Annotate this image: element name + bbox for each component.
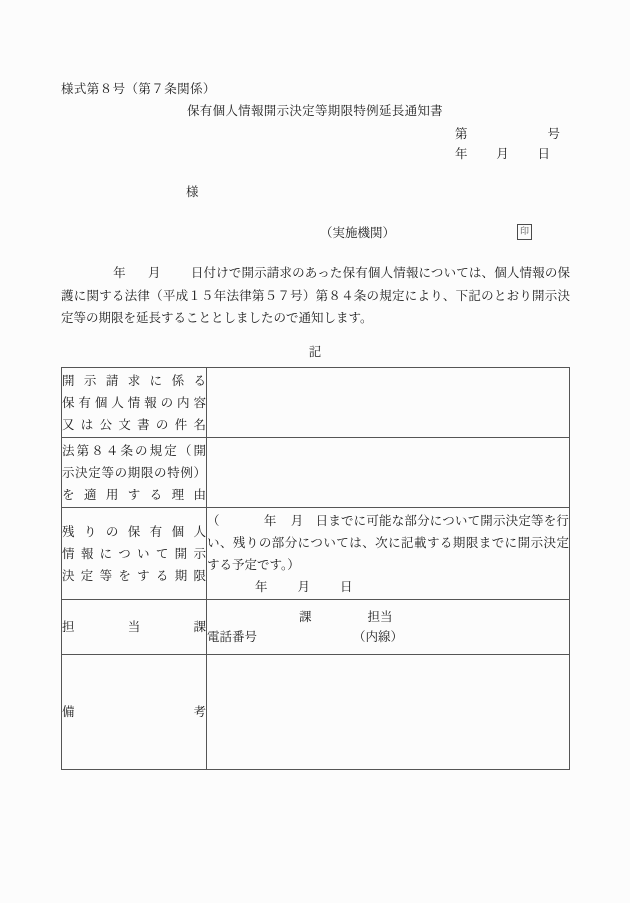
body-paragraph bbox=[61, 262, 570, 330]
row-value-remarks[interactable] bbox=[207, 655, 570, 770]
final-deadline-date-line bbox=[207, 576, 569, 598]
form-number: 様式第８号（第７条関係） bbox=[61, 82, 216, 96]
agency-line bbox=[320, 223, 532, 241]
extension-close-paren: ） bbox=[390, 630, 404, 644]
row-value-remaining-deadline[interactable] bbox=[207, 508, 570, 600]
label-line: 決定等をする期限 bbox=[62, 568, 206, 583]
label-line: 残りの保有個人 bbox=[62, 524, 206, 539]
body-text: 付けで開示請求のあった保有個人情報については、個人情報の保護に関する法律（平成１５年法律第５７号）第８４条の規定により、下記のとおり開示決定等の期限を延長することとしましたので通知します。 bbox=[61, 266, 570, 325]
date-day-label: 日 bbox=[537, 147, 550, 161]
extension-label: （内線 bbox=[353, 630, 391, 644]
row-value-disclosure-subject[interactable] bbox=[207, 368, 570, 438]
label-line: 情報について開示 bbox=[62, 546, 206, 561]
label-char: 担 bbox=[62, 620, 75, 634]
label-char: 当 bbox=[127, 620, 141, 634]
person-in-charge-label: 担当 bbox=[367, 610, 393, 624]
document-number-line bbox=[455, 124, 560, 142]
table-row bbox=[62, 368, 570, 438]
row-value-reason[interactable] bbox=[207, 438, 570, 508]
partial-day-label: 日 bbox=[315, 513, 329, 528]
agency-label: （実施機関） bbox=[320, 226, 396, 240]
date-month-label: 月 bbox=[496, 147, 509, 161]
row-label-disclosure-subject bbox=[62, 368, 207, 438]
row-value-contact-section[interactable] bbox=[207, 600, 570, 655]
kiji-marker: 記 bbox=[308, 345, 322, 359]
number-unit: 号 bbox=[547, 127, 560, 141]
partial-month-label: 月 bbox=[290, 513, 304, 528]
contact-telephone-line bbox=[207, 627, 569, 647]
partial-statement-text: までに可能な部分について開示決定等を行い、残りの部分については、次に記載する期限までに開示決定する予定です。） bbox=[207, 513, 569, 572]
date-year-label: 年 bbox=[455, 147, 468, 161]
label-line: 保有個人情報の内容 bbox=[62, 395, 206, 410]
label-char: 課 bbox=[193, 620, 206, 634]
seal-icon: 印 bbox=[517, 224, 532, 240]
row-label-remaining-deadline bbox=[62, 508, 207, 600]
table-row bbox=[62, 655, 570, 770]
label-char: 考 bbox=[193, 705, 206, 719]
deadline-month-label: 月 bbox=[297, 579, 311, 594]
label-line: 示決定等の期限の特例） bbox=[62, 465, 206, 480]
row-label-remarks bbox=[62, 655, 207, 770]
body-month-label: 月 bbox=[147, 266, 161, 280]
deadline-day-label: 日 bbox=[340, 579, 353, 594]
table-row bbox=[62, 508, 570, 600]
deadline-year-label: 年 bbox=[255, 579, 268, 594]
table-row bbox=[62, 600, 570, 655]
telephone-label: 電話番号 bbox=[207, 630, 258, 644]
contact-section-line bbox=[207, 607, 569, 627]
partial-disclosure-statement bbox=[207, 510, 569, 576]
open-paren: （ bbox=[207, 513, 220, 528]
label-char: 備 bbox=[62, 705, 75, 719]
body-day-label: 日 bbox=[190, 266, 204, 280]
notification-table bbox=[61, 367, 570, 770]
label-line: 又は公文書の件名 bbox=[62, 417, 206, 432]
body-year-label: 年 bbox=[113, 266, 126, 280]
row-label-contact-section bbox=[62, 600, 207, 655]
section-label: 課 bbox=[299, 610, 312, 624]
label-line: 開示請求に係る bbox=[62, 373, 206, 388]
table-row bbox=[62, 438, 570, 508]
document-date-line bbox=[455, 144, 550, 162]
row-label-reason bbox=[62, 438, 207, 508]
addressee-honorific: 様 bbox=[186, 185, 199, 199]
label-line: 法第８４条の規定（開 bbox=[62, 443, 206, 458]
partial-year-label: 年 bbox=[263, 513, 277, 528]
number-label: 第 bbox=[455, 127, 468, 141]
label-line: を適用する理由 bbox=[62, 487, 206, 502]
page-title: 保有個人情報開示決定等期限特例延長通知書 bbox=[186, 104, 443, 118]
